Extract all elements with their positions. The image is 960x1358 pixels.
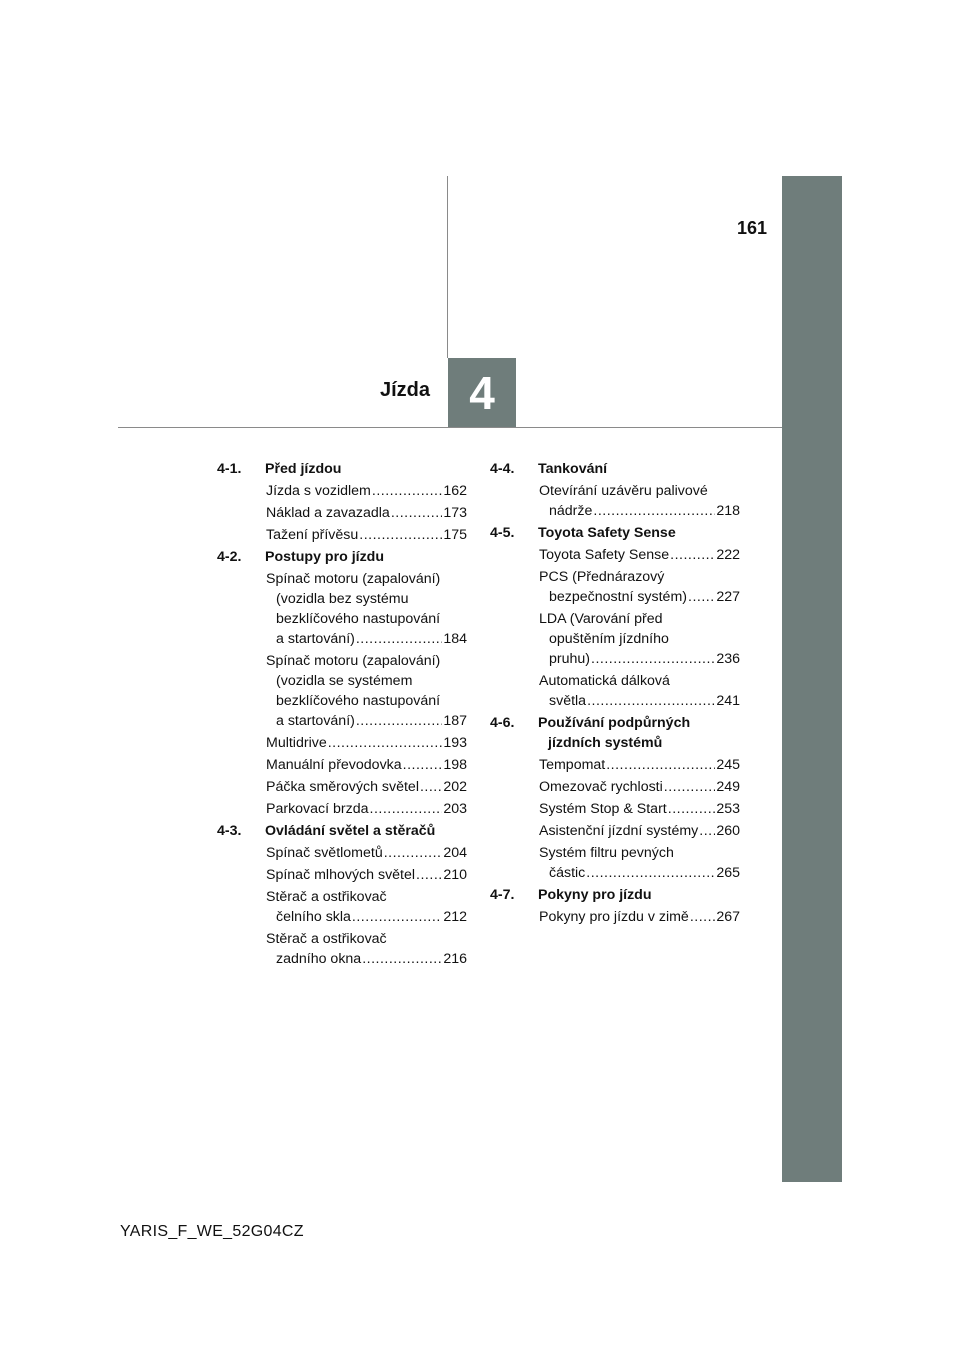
entry-last-line [266, 525, 467, 545]
toc-column-right [490, 459, 740, 929]
entry-page-number: 245 [716, 757, 740, 773]
entry-page-number: 202 [443, 779, 467, 795]
entry-last-line [539, 691, 740, 711]
entry-title: Spínač mlhových světel [266, 867, 416, 883]
toc-entry[interactable] [529, 755, 740, 775]
entry-text-line: LDA (Varování před [539, 611, 663, 627]
entry-text-line: Spínač motoru (zapalování) [266, 571, 441, 587]
dot-leader [403, 755, 443, 775]
toc-entry[interactable] [256, 843, 467, 863]
entry-page-number: 222 [716, 547, 740, 563]
toc-entry[interactable] [529, 777, 740, 797]
entry-title: Systém Stop & Start [539, 801, 667, 817]
entry-last-line [266, 629, 467, 649]
entry-page-number: 253 [716, 801, 740, 817]
entry-text-line: Stěrač a ostřikovač [266, 889, 387, 905]
dot-leader [699, 821, 715, 841]
entry-last-line [539, 907, 740, 927]
toc-entry[interactable] [256, 799, 467, 819]
entry-page-number: 227 [716, 589, 740, 605]
entry-page-number: 187 [443, 713, 467, 729]
entry-last-line [539, 545, 740, 565]
section-number: 4-7. [490, 887, 515, 903]
entry-title: Omezovač rychlosti [539, 779, 663, 795]
toc-entry[interactable] [529, 821, 740, 841]
dot-leader [362, 949, 442, 969]
toc-entry[interactable] [256, 755, 467, 775]
chapter-side-tab [782, 176, 842, 1182]
entry-title: čelního skla [276, 909, 351, 925]
entry-page-number: 265 [716, 865, 740, 881]
chapter-number: 4 [469, 366, 495, 419]
dot-leader [384, 843, 443, 863]
entry-page-number: 218 [716, 503, 740, 519]
entry-title: Asistenční jízdní systémy [539, 823, 699, 839]
toc-section [217, 821, 467, 969]
entry-title: bezpečnostní systém) [549, 589, 687, 605]
entry-page-number: 175 [443, 527, 467, 543]
toc-section [490, 713, 740, 883]
entry-title: světla [549, 693, 587, 709]
entry-title: Spínač světlometů [266, 845, 383, 861]
dot-leader [586, 863, 715, 883]
section-title[interactable]: Před jízdou [265, 461, 342, 477]
section-number: 4-6. [490, 715, 515, 731]
dot-leader [606, 755, 715, 775]
toc-entry[interactable] [529, 545, 740, 565]
entry-page-number: 162 [443, 483, 467, 499]
entry-text-line: Stěrač a ostřikovač [266, 931, 387, 947]
entry-text-line: Otevírání uzávěru palivové [539, 483, 708, 499]
entry-text-line: (vozidla bez systému [276, 591, 409, 607]
entry-text-line: Spínač motoru (zapalování) [266, 653, 441, 669]
entry-title: Parkovací brzda [266, 801, 369, 817]
dot-leader [356, 711, 442, 731]
toc-entry[interactable] [529, 609, 740, 669]
entry-text-line: Automatická dálková [539, 673, 670, 689]
dot-leader [670, 545, 715, 565]
entry-last-line [266, 503, 467, 523]
dot-leader [591, 649, 715, 669]
section-heading [490, 713, 740, 753]
chapter-number-box [448, 358, 516, 427]
entry-title: zadního okna [276, 951, 362, 967]
entry-page-number: 193 [443, 735, 467, 751]
entry-page-number: 236 [716, 651, 740, 667]
section-title[interactable]: Toyota Safety Sense [538, 525, 676, 541]
toc-entry[interactable] [256, 569, 467, 649]
entry-page-number: 260 [716, 823, 740, 839]
toc-entry[interactable] [256, 887, 467, 927]
section-heading [490, 885, 740, 905]
entry-page-number: 212 [443, 909, 467, 925]
toc-entry[interactable] [256, 733, 467, 753]
entry-page-number: 249 [716, 779, 740, 795]
toc-entry[interactable] [529, 843, 740, 883]
entry-title: nádrže [549, 503, 593, 519]
dot-leader [352, 907, 442, 927]
dot-leader [370, 799, 443, 819]
toc-section [490, 885, 740, 927]
entry-title: Páčka směrových světel [266, 779, 419, 795]
dot-leader [372, 481, 442, 501]
entry-text-line: (vozidla se systémem [276, 673, 413, 689]
toc-entry[interactable] [256, 481, 467, 501]
entry-title: Náklad a zavazadla [266, 505, 390, 521]
entry-title: Jízda s vozidlem [266, 483, 371, 499]
toc-section [490, 523, 740, 711]
chapter-title: Jízda [379, 379, 430, 401]
entry-title: Manuální převodovka [266, 757, 402, 773]
section-title[interactable]: Postupy pro jízdu [265, 549, 385, 565]
entry-title: částic [549, 865, 586, 881]
entry-title: Tempomat [539, 757, 606, 773]
entry-last-line [266, 949, 467, 969]
section-heading [490, 523, 740, 543]
dot-leader [688, 587, 715, 607]
entry-last-line [539, 821, 740, 841]
dot-leader [668, 799, 716, 819]
toc-column-left [217, 459, 467, 971]
entry-page-number: 198 [443, 757, 467, 773]
dot-leader [664, 777, 716, 797]
horizontal-rule [118, 427, 782, 428]
section-heading [217, 459, 467, 479]
entry-title: pruhu) [549, 651, 591, 667]
toc-section [217, 547, 467, 819]
entry-page-number: 173 [443, 505, 467, 521]
entry-title: Toyota Safety Sense [539, 547, 670, 563]
entry-last-line [266, 755, 467, 775]
entry-text-line: bezklíčového nastupování [276, 693, 441, 709]
entry-page-number: 267 [716, 909, 740, 925]
entry-page-number: 184 [443, 631, 467, 647]
entry-last-line [539, 755, 740, 775]
toc-section [217, 459, 467, 545]
dot-leader [587, 691, 715, 711]
toc-entry[interactable] [529, 799, 740, 819]
dot-leader [593, 501, 715, 521]
entry-last-line [266, 711, 467, 731]
toc-section [490, 459, 740, 521]
entry-title: Multidrive [266, 735, 327, 751]
entry-page-number: 216 [443, 951, 467, 967]
entry-last-line [266, 865, 467, 885]
dot-leader [420, 777, 442, 797]
section-title[interactable]: Pokyny pro jízdu [538, 887, 652, 903]
entry-title: Pokyny pro jízdu v zimě [539, 909, 689, 925]
section-heading [217, 547, 467, 567]
entry-text-line: opuštěním jízdního [549, 631, 669, 647]
entry-title: Tažení přívěsu [266, 527, 359, 543]
entry-last-line [266, 777, 467, 797]
entry-page-number: 204 [443, 845, 467, 861]
entry-last-line [266, 733, 467, 753]
page-number: 161 [737, 218, 768, 238]
toc-entry[interactable] [529, 481, 740, 521]
entry-last-line [539, 649, 740, 669]
entry-last-line [539, 501, 740, 521]
dot-leader [416, 865, 442, 885]
toc-entry[interactable] [529, 567, 740, 607]
section-number: 4-4. [490, 461, 515, 477]
vertical-rule [447, 176, 448, 358]
toc-entry[interactable] [256, 525, 467, 545]
entry-page-number: 241 [716, 693, 740, 709]
toc-entry[interactable] [529, 671, 740, 711]
entry-page-number: 210 [443, 867, 467, 883]
entry-title: a startování) [276, 631, 355, 647]
toc-entry[interactable] [256, 651, 467, 731]
dot-leader [690, 907, 716, 927]
section-title[interactable]: Ovládání světel a stěračů [265, 823, 436, 839]
section-number: 4-2. [217, 549, 242, 565]
entry-page-number: 203 [443, 801, 467, 817]
section-heading [217, 821, 467, 841]
entry-text-line: Systém filtru pevných [539, 845, 674, 861]
toc-entry[interactable] [256, 929, 467, 969]
section-number: 4-3. [217, 823, 242, 839]
entry-text-line: bezklíčového nastupování [276, 611, 441, 627]
section-heading [490, 459, 740, 479]
toc-entry[interactable] [529, 907, 740, 927]
dot-leader [391, 503, 443, 523]
dot-leader [328, 733, 443, 753]
entry-title: a startování) [276, 713, 355, 729]
entry-last-line [266, 799, 467, 819]
entry-last-line [539, 777, 740, 797]
section-title[interactable]: Používání podpůrných jízdních systémů [538, 715, 691, 751]
toc-entry[interactable] [256, 503, 467, 523]
section-number: 4-1. [217, 461, 242, 477]
entry-last-line [266, 907, 467, 927]
dot-leader [356, 629, 442, 649]
entry-last-line [266, 843, 467, 863]
entry-text-line: PCS (Přednárazový [539, 569, 665, 585]
toc-entry[interactable] [256, 865, 467, 885]
section-title[interactable]: Tankování [538, 461, 608, 477]
entry-last-line [266, 481, 467, 501]
entry-last-line [539, 587, 740, 607]
toc-entry[interactable] [256, 777, 467, 797]
section-number: 4-5. [490, 525, 515, 541]
dot-leader [359, 525, 442, 545]
entry-last-line [539, 799, 740, 819]
entry-last-line [539, 863, 740, 883]
document-code: YARIS_F_WE_52G04CZ [120, 1223, 304, 1240]
